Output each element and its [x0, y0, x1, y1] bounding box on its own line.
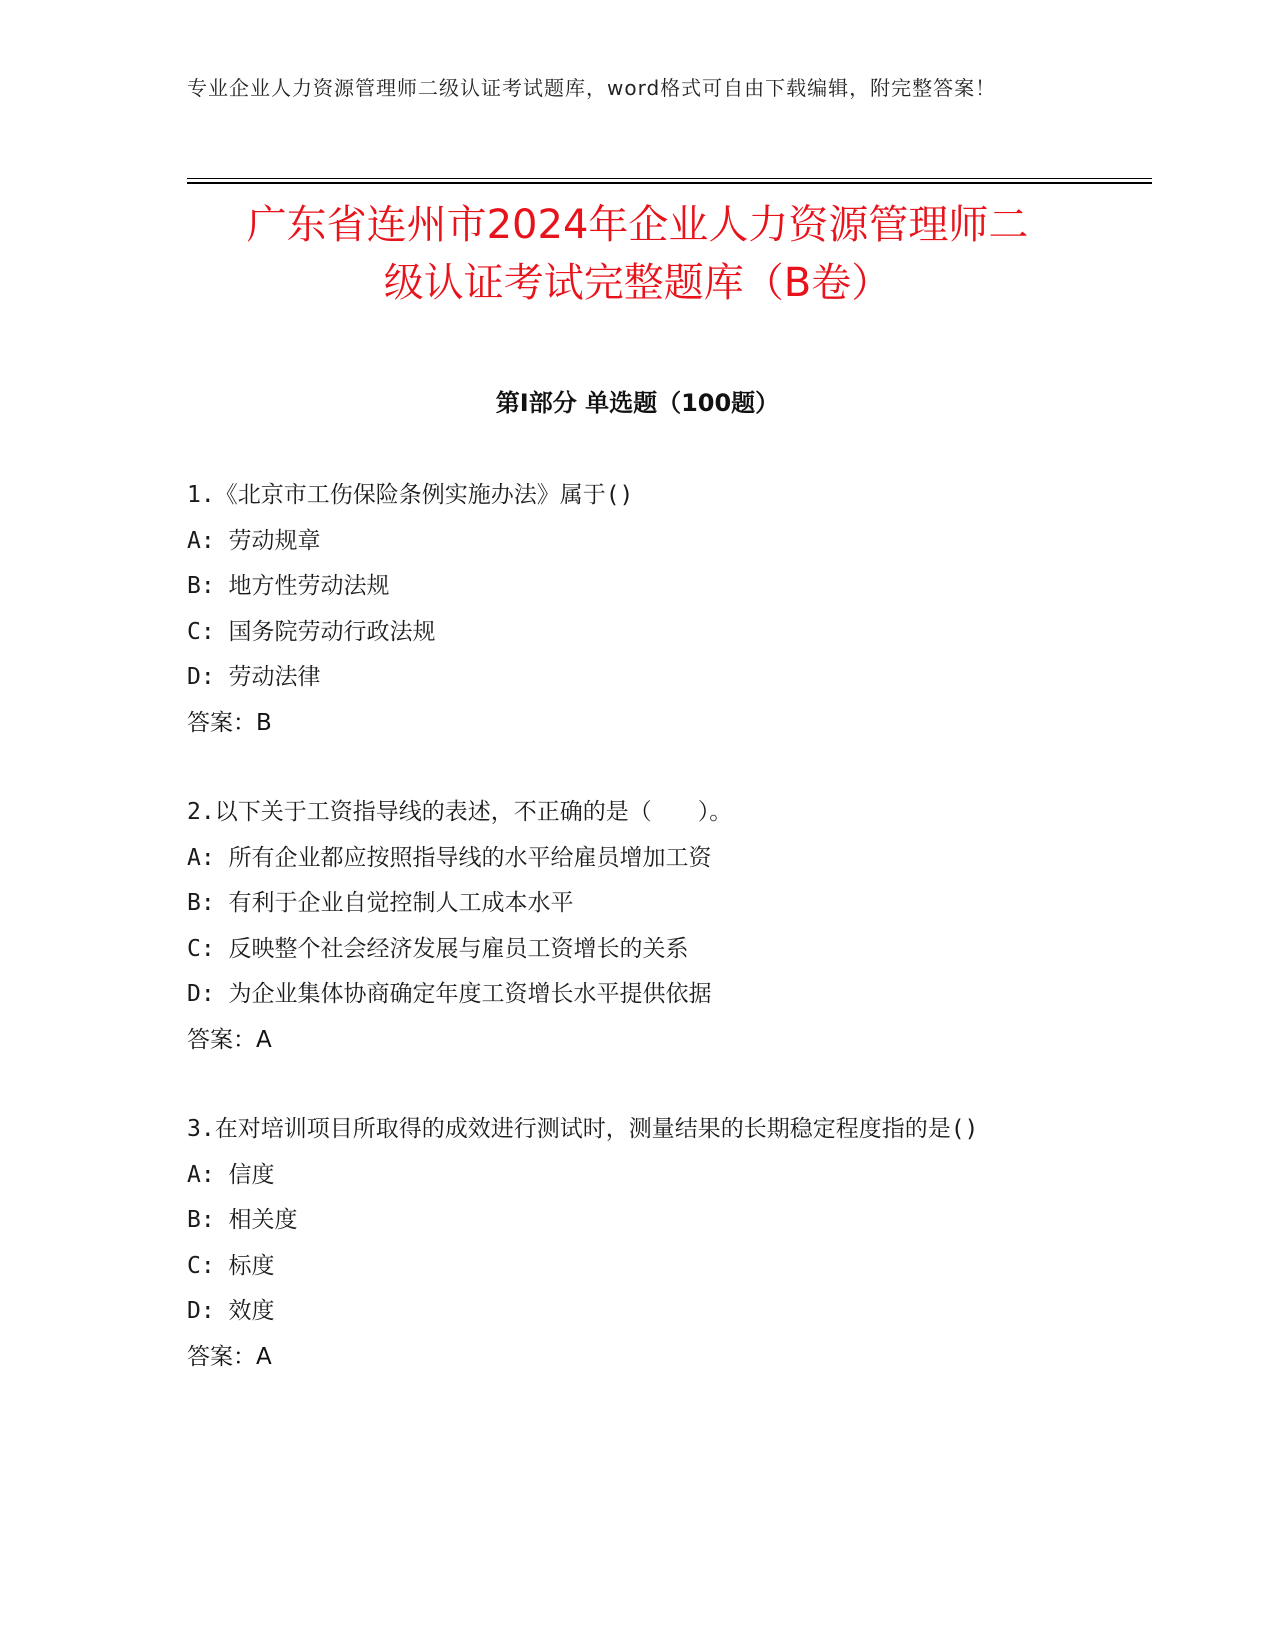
- option-c: C: 国务院劳动行政法规: [187, 618, 436, 645]
- option-a: A: 所有企业都应按照指导线的水平给雇员增加工资: [187, 844, 712, 871]
- question-text: 2.以下关于工资指导线的表述，不正确的是（ ）。: [187, 799, 733, 825]
- document-title-line-1: 广东省连州市2024年企业人力资源管理师二: [246, 202, 1029, 248]
- option-c: C: 标度: [187, 1252, 275, 1279]
- option-b: B: 地方性劳动法规: [187, 573, 390, 599]
- option-c: C: 反映整个社会经济发展与雇员工资增长的关系: [187, 935, 689, 962]
- header-rule-thin: [187, 178, 1152, 179]
- answer-line: 答案：A: [187, 1343, 272, 1370]
- answer-line: 答案：B: [187, 709, 272, 736]
- option-a: A: 劳动规章: [187, 527, 321, 554]
- option-d: D: 劳动法律: [187, 664, 321, 690]
- section-heading: 第Ⅰ部分 单选题（100题）: [495, 389, 780, 417]
- header-note: 专业企业人力资源管理师二级认证考试题库，word格式可自由下载编辑，附完整答案！: [187, 76, 997, 100]
- option-a: A: 信度: [187, 1161, 275, 1188]
- question-block: [187, 790, 1087, 1063]
- header-rule-thick: [187, 182, 1152, 184]
- option-b: B: 有利于企业自觉控制人工成本水平: [187, 890, 574, 916]
- option-d: D: 效度: [187, 1298, 275, 1324]
- option-d: D: 为企业集体协商确定年度工资增长水平提供依据: [187, 981, 712, 1007]
- document-title: [150, 196, 1125, 312]
- question-text: 3.在对培训项目所取得的成效进行测试时，测量结果的长期稳定程度指的是(): [187, 1116, 979, 1142]
- question-block: [187, 1107, 1087, 1380]
- question-block: [187, 473, 1087, 746]
- option-b: B: 相关度: [187, 1207, 298, 1233]
- answer-line: 答案：A: [187, 1026, 272, 1053]
- document-title-line-2: 级认证考试完整题库（B卷）: [383, 260, 892, 306]
- question-text: 1.《北京市工伤保险条例实施办法》属于(): [187, 482, 634, 508]
